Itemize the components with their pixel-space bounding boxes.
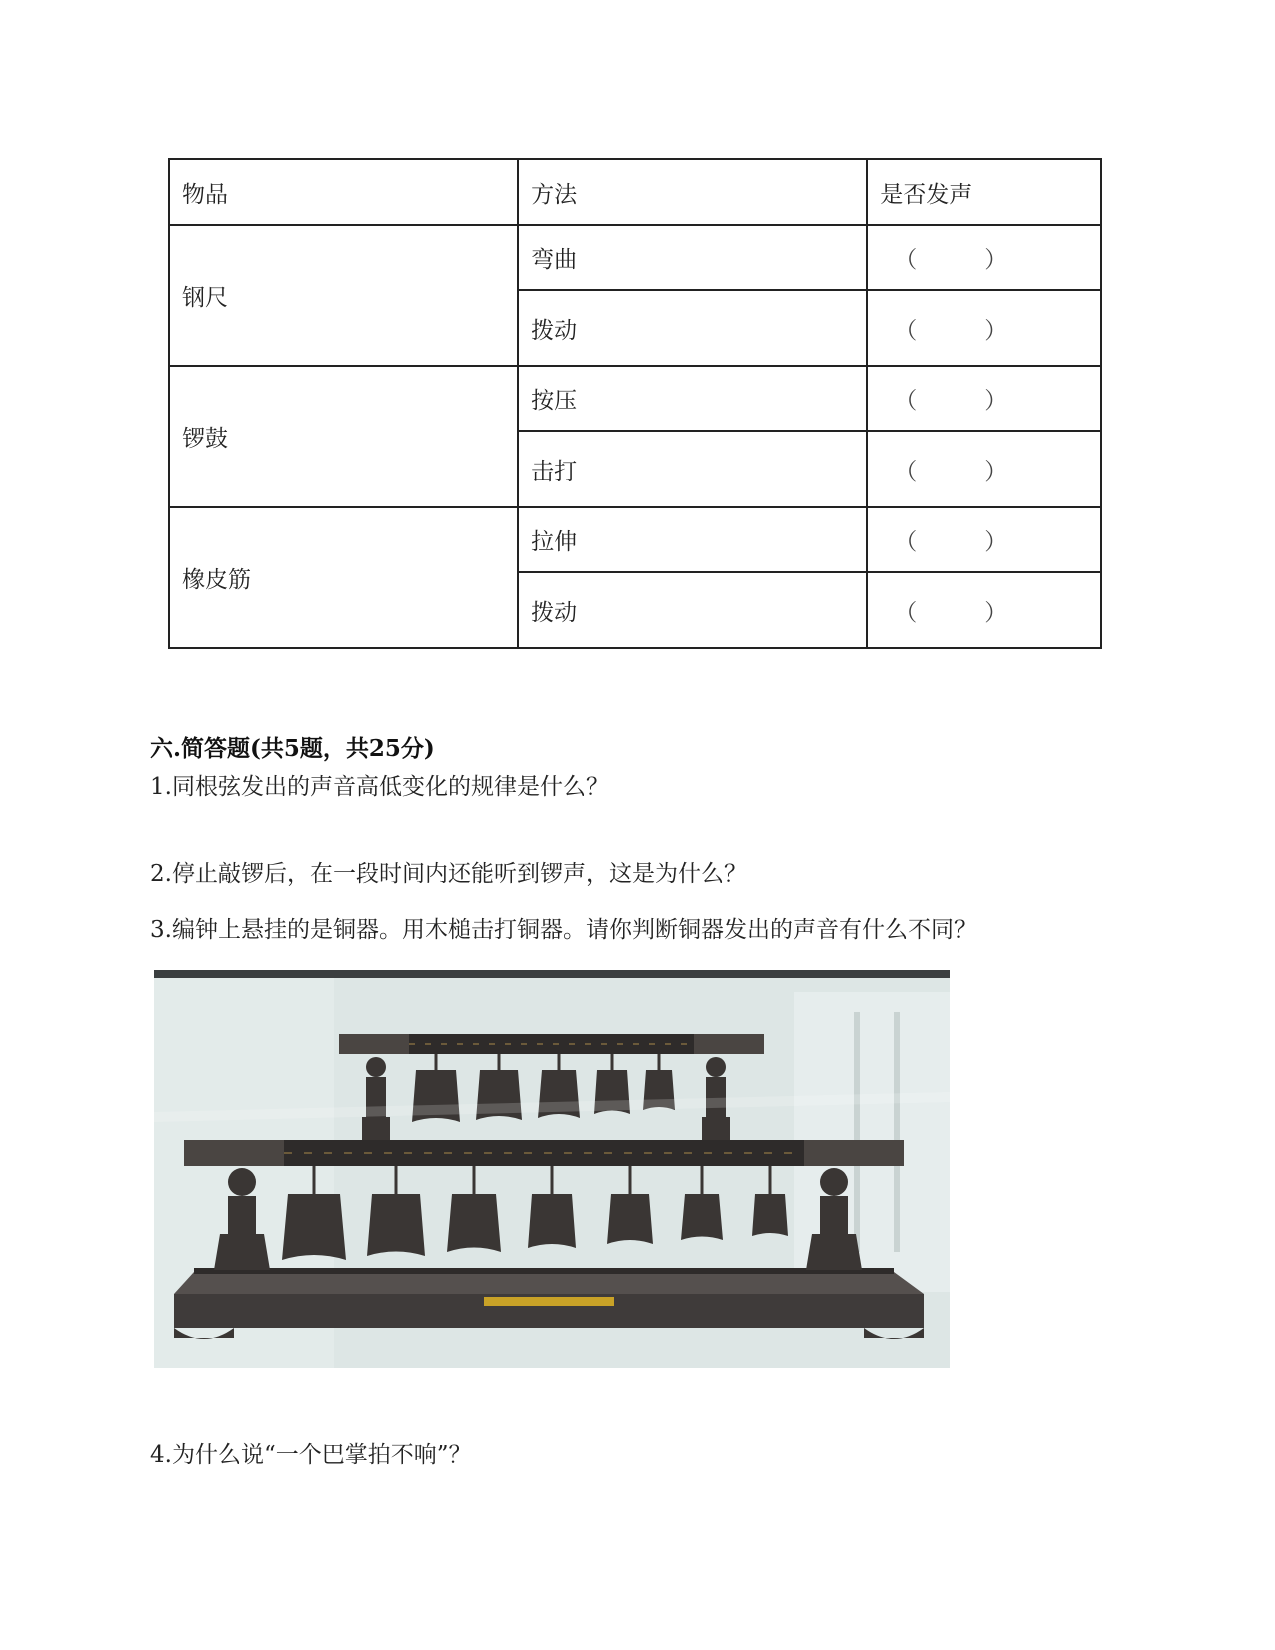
answer-blank[interactable]: [867, 225, 1101, 290]
answer-blank[interactable]: [867, 507, 1101, 572]
method-cell: 按压: [518, 366, 867, 431]
close-paren: ）: [984, 529, 1008, 555]
section-title: 六.简答题(共5题，共25分): [150, 735, 435, 762]
answer-blank[interactable]: [867, 431, 1101, 507]
question-4: 4.为什么说“一个巴掌拍不响”？: [150, 1442, 472, 1468]
question-1: 1.同根弦发出的声音高低变化的规律是什么？: [150, 774, 609, 800]
method-cell: 弯曲: [518, 225, 867, 290]
upper-beam: [339, 1034, 764, 1054]
close-paren: ）: [984, 317, 1008, 344]
close-paren: ）: [984, 458, 1008, 485]
open-paren: （: [894, 458, 918, 485]
table-header-row: [169, 159, 1101, 225]
close-paren: ）: [984, 247, 1008, 273]
header-item: 物品: [169, 159, 518, 225]
answer-blank[interactable]: [867, 290, 1101, 366]
method-cell: 拨动: [518, 290, 867, 366]
close-paren: ）: [984, 388, 1008, 414]
lower-beam: [184, 1140, 904, 1166]
item-cell: 橡皮筋: [169, 507, 518, 648]
table-row: [169, 507, 1101, 572]
experiment-table: [168, 158, 1102, 649]
method-cell: 拨动: [518, 572, 867, 648]
header-sound: 是否发声: [867, 159, 1101, 225]
item-cell: 锣鼓: [169, 366, 518, 507]
open-paren: （: [894, 247, 918, 273]
question-3: 3.编钟上悬挂的是铜器。用木槌击打铜器。请你判断铜器发出的声音有什么不同？: [150, 917, 977, 943]
open-paren: （: [894, 529, 918, 555]
open-paren: （: [894, 388, 918, 414]
bianzhong-illustration: [154, 972, 950, 1368]
close-paren: ）: [984, 599, 1008, 626]
bianzhong-photo: [154, 970, 950, 1368]
open-paren: （: [894, 317, 918, 344]
answer-blank[interactable]: [867, 572, 1101, 648]
open-paren: （: [894, 599, 918, 626]
table-row: [169, 225, 1101, 290]
answer-blank[interactable]: [867, 366, 1101, 431]
table-row: [169, 366, 1101, 431]
item-cell: 钢尺: [169, 225, 518, 366]
method-cell: 拉伸: [518, 507, 867, 572]
method-cell: 击打: [518, 431, 867, 507]
question-2: 2.停止敲锣后，在一段时间内还能听到锣声，这是为什么？: [150, 861, 747, 887]
header-method: 方法: [518, 159, 867, 225]
